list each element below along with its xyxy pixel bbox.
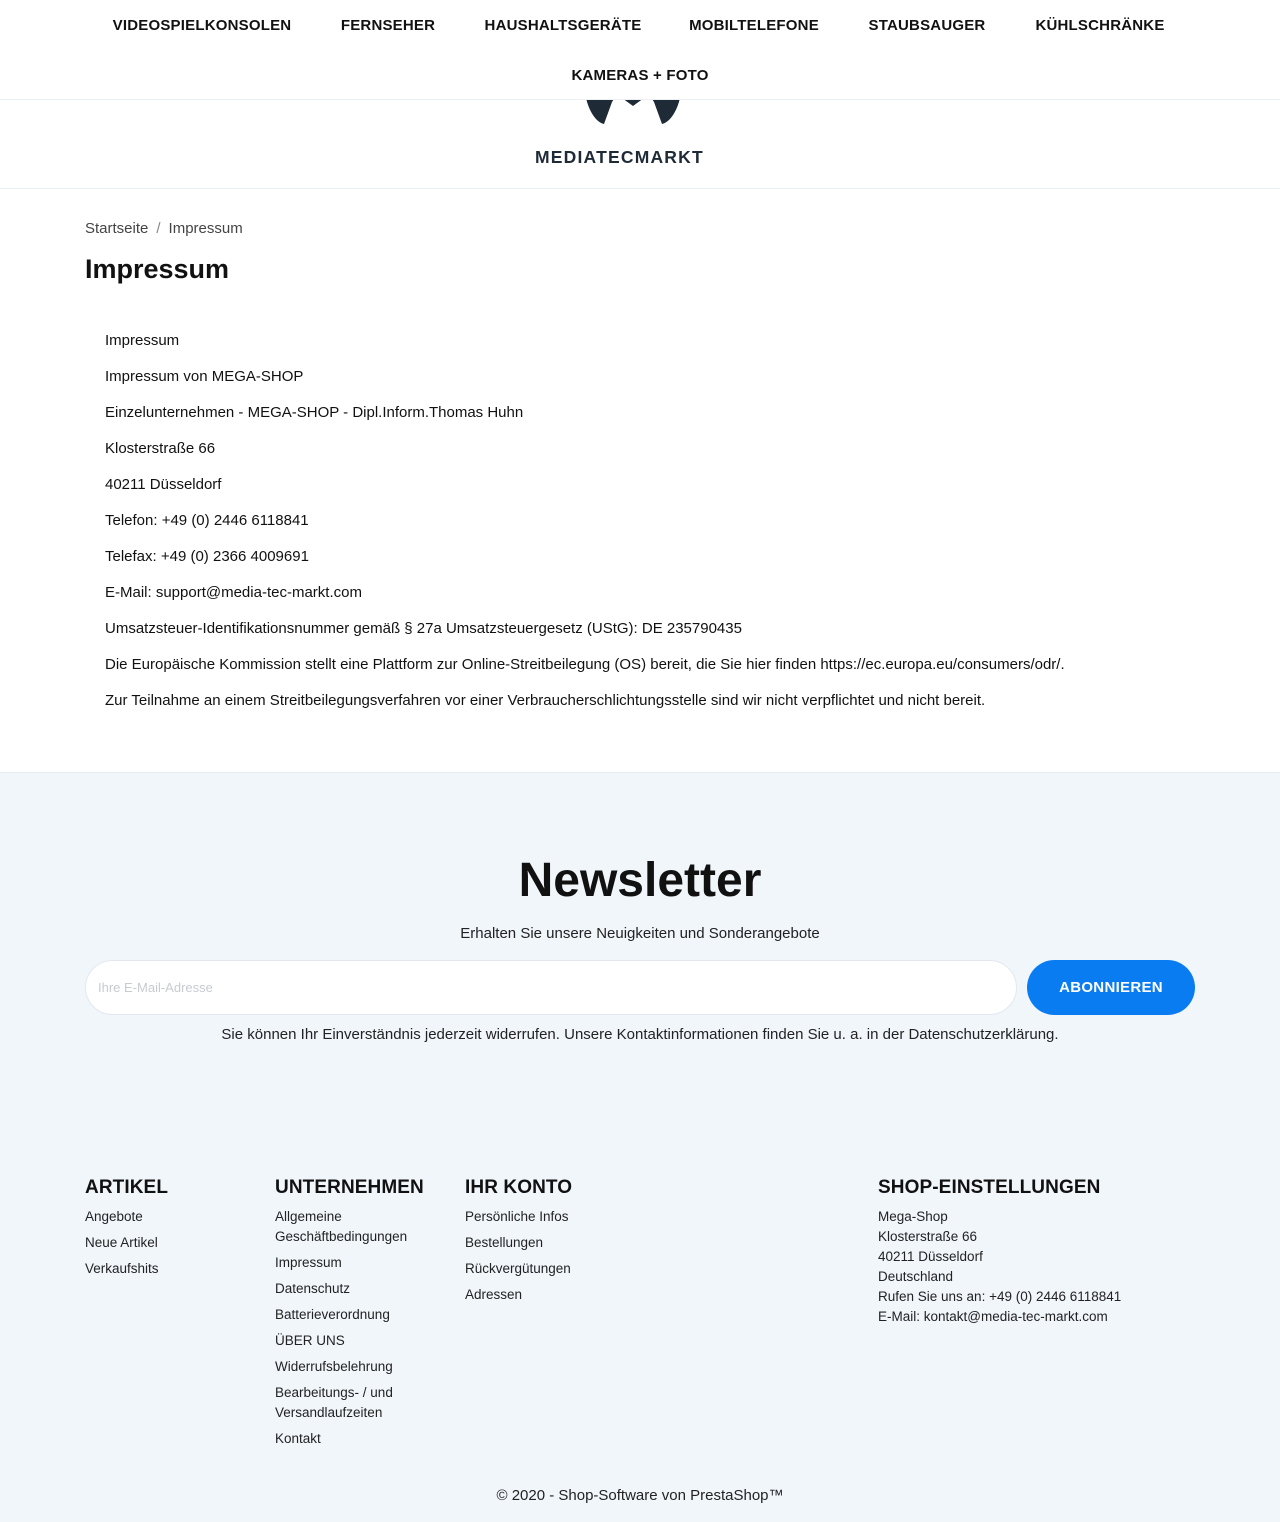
main-navigation [0, 0, 1280, 100]
logo-mark-icon [582, 100, 684, 144]
content-city: 40211 Düsseldorf [105, 476, 222, 493]
footer-unternehmen-title: UNTERNEHMEN [275, 1177, 424, 1198]
shop-address [878, 1207, 1121, 1327]
footer-column-artikel [85, 1177, 168, 1285]
footer-konto-title: IHR KONTO [465, 1177, 573, 1198]
footer-link-datenschutz[interactable]: Datenschutz [275, 1281, 351, 1296]
subscribe-button[interactable]: ABONNIEREN [1027, 960, 1195, 1015]
nav-item-kuehlschraenke[interactable]: KÜHLSCHRÄNKE [1035, 17, 1165, 34]
footer-link-batterieverordnung[interactable]: Batterieverordnung [275, 1307, 390, 1322]
content-street: Klosterstraße 66 [105, 440, 216, 457]
content-odr-notice: Die Europäische Kommission stellt eine Plattform zur Online-Streitbeilegung (OS) bereit, die Sie hier finden https://ec.europa.eu/consumers/odr/. [105, 656, 1065, 673]
content-line: Einzelunternehmen - MEGA-SHOP - Dipl.Inform.Thomas Huhn [105, 404, 524, 421]
shop-city: 40211 Düsseldorf [878, 1249, 983, 1264]
logo-bar [0, 100, 1280, 189]
footer-link-rueckverguetungen[interactable]: Rückvergütungen [465, 1261, 571, 1276]
footer-link-neue-artikel[interactable]: Neue Artikel [85, 1235, 158, 1250]
newsletter-email-input[interactable] [85, 960, 1017, 1015]
content-dispute-notice: Zur Teilnahme an einem Streitbeilegungsverfahren vor einer Verbraucherschlichtungsstelle sind wir nicht verpflichtet und nicht bereit. [105, 692, 986, 709]
page-title: Impressum [85, 254, 230, 284]
nav-item-kameras-foto[interactable]: KAMERAS + FOTO [571, 67, 709, 84]
breadcrumb-current: Impressum [168, 220, 243, 237]
footer-column-ihr-konto [465, 1177, 572, 1311]
footer-link-bestellungen[interactable]: Bestellungen [465, 1235, 544, 1250]
footer-link-persoenliche-infos[interactable]: Persönliche Infos [465, 1209, 569, 1224]
nav-item-staubsauger[interactable]: STAUBSAUGER [868, 17, 986, 34]
footer-link-widerrufsbelehrung[interactable]: Widerrufsbelehrung [275, 1359, 393, 1374]
content-vat-id: Umsatzsteuer-Identifikationsnummer gemäß § 27a Umsatzsteuergesetz (UStG): DE 235790435 [105, 620, 742, 637]
footer-link-agb[interactable]: Allgemeine Geschäftbedingungen [275, 1209, 408, 1244]
footer-link-angebote[interactable]: Angebote [85, 1209, 143, 1224]
shop-email: E-Mail: kontakt@media-tec-markt.com [878, 1309, 1108, 1324]
footer-link-kontakt[interactable]: Kontakt [275, 1431, 321, 1446]
nav-item-haushaltsgeraete[interactable]: HAUSHALTSGERÄTE [484, 17, 642, 34]
newsletter-footer-section [0, 772, 1280, 1522]
footer-link-versandlaufzeiten[interactable]: Bearbeitungs- / und Versandlaufzeiten [275, 1385, 393, 1420]
newsletter-subtitle: Erhalten Sie unsere Neuigkeiten und Sonderangebote [460, 925, 820, 942]
content-phone: Telefon: +49 (0) 2446 6118841 [105, 512, 309, 529]
footer-shop-title: SHOP-EINSTELLUNGEN [878, 1177, 1101, 1198]
content-fax: Telefax: +49 (0) 2366 4009691 [105, 548, 309, 565]
footer-artikel-title: ARTIKEL [85, 1177, 169, 1198]
breadcrumb [85, 220, 243, 237]
breadcrumb-separator: / [156, 220, 161, 237]
newsletter-consent-note: Sie können Ihr Einverständnis jederzeit widerrufen. Unsere Kontaktinformationen finden Sie u. a. in der Datenschutzerklärung. [221, 1026, 1059, 1043]
newsletter-title: Newsletter [518, 854, 762, 907]
content-email: E-Mail: support@media-tec-markt.com [105, 584, 362, 601]
nav-item-videospielkonsolen[interactable]: VIDEOSPIELKONSOLEN [112, 17, 292, 34]
footer-link-verkaufshits[interactable]: Verkaufshits [85, 1261, 159, 1276]
logo-text: MEDIATECMARKT [535, 147, 704, 167]
footer-column-shop-einstellungen [878, 1177, 1121, 1327]
breadcrumb-home-link[interactable]: Startseite [85, 220, 149, 237]
content-heading: Impressum [105, 332, 180, 349]
footer-link-impressum[interactable]: Impressum [275, 1255, 342, 1270]
copyright: © 2020 - Shop-Software von PrestaShop™ [496, 1487, 784, 1504]
footer-link-adressen[interactable]: Adressen [465, 1287, 523, 1302]
shop-phone: Rufen Sie uns an: +49 (0) 2446 6118841 [878, 1289, 1122, 1304]
impressum-content [105, 331, 1185, 727]
shop-country: Deutschland [878, 1269, 954, 1284]
content-line: Impressum von MEGA-SHOP [105, 368, 304, 385]
nav-item-mobiltelefone[interactable]: MOBILTELEFONE [689, 17, 819, 34]
shop-name: Mega-Shop [878, 1209, 948, 1224]
footer-link-ueber-uns[interactable]: ÜBER UNS [275, 1333, 345, 1348]
shop-street: Klosterstraße 66 [878, 1229, 978, 1244]
footer-column-unternehmen [275, 1177, 435, 1455]
nav-item-fernseher[interactable]: FERNSEHER [340, 17, 436, 34]
